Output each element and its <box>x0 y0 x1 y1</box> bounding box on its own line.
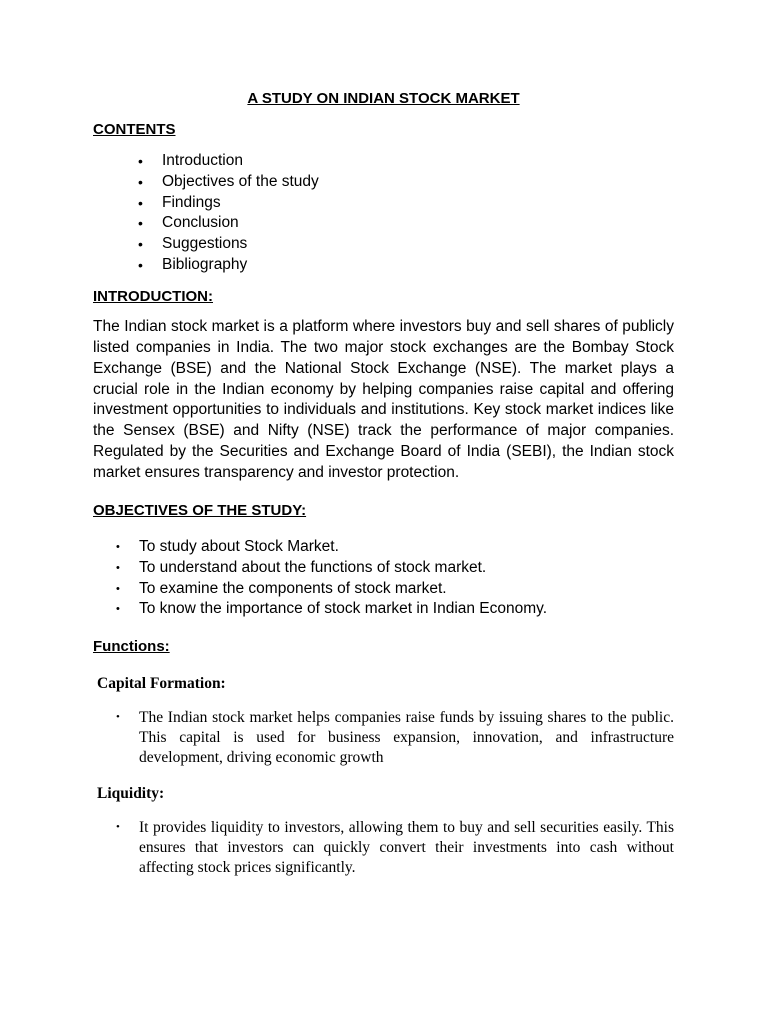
bullet-icon: • <box>138 256 143 273</box>
document-page <box>93 88 674 877</box>
contents-list <box>93 151 674 276</box>
list-item: • Bibliography <box>93 255 674 276</box>
document-title: A STUDY ON INDIAN STOCK MARKET <box>247 90 520 107</box>
list-item: • To understand about the functions of stock market. <box>93 558 674 579</box>
list-item: • To study about Stock Market. <box>93 537 674 558</box>
introduction-paragraph: The Indian stock market is a platform where investors buy and sell shares of publicly listed companies in India. The two major stock exchanges are the Bombay Stock Exchange (BSE) and the National Stock Exchange (NSE). The market plays a crucial role in the Indian economy by helping companies raise capital and offering investment opportunities to individuals and institutions. Key stock market indices like the Sensex (BSE) and Nifty (NSE) track the performance of major companies. Regulated by the Securities and Exchange Board of India (SEBI), the Indian stock market ensures transparency and investor protection. <box>93 317 674 482</box>
list-item: • To know the importance of stock market in Indian Economy. <box>93 599 674 620</box>
bullet-icon: • <box>116 821 120 834</box>
list-item: • Conclusion <box>93 213 674 234</box>
bullet-icon: • <box>116 561 120 574</box>
capital-formation-list <box>93 708 674 767</box>
liquidity-list <box>93 818 674 877</box>
list-item: • The Indian stock market helps companies raise funds by issuing shares to the public. This capital is used for business expansion, innovation, and infrastructure development, driving economic growth <box>116 709 674 766</box>
capital-formation-heading: Capital Formation: <box>97 675 226 693</box>
list-item: • Suggestions <box>93 234 674 255</box>
bullet-icon: • <box>138 194 143 211</box>
bullet-icon: • <box>116 711 120 724</box>
bullet-icon: • <box>116 541 120 554</box>
contents-heading: CONTENTS <box>93 121 176 138</box>
objectives-list <box>93 537 674 620</box>
bullet-icon: • <box>138 173 143 190</box>
bullet-icon: • <box>138 215 143 232</box>
functions-heading: Functions: <box>93 638 170 656</box>
bullet-icon: • <box>138 153 143 169</box>
list-item: • Findings <box>93 193 674 214</box>
list-item: • Objectives of the study <box>93 172 674 193</box>
bullet-icon: • <box>116 582 120 595</box>
list-item: • To examine the components of stock market. <box>93 579 674 600</box>
objectives-heading: OBJECTIVES OF THE STUDY: <box>93 502 307 520</box>
list-item: • It provides liquidity to investors, allowing them to buy and sell securities easily. This ensures that investors can quickly convert their investments into cash without affecting stock prices significantly. <box>116 819 674 876</box>
list-item: • Introduction <box>93 151 674 172</box>
introduction-heading: INTRODUCTION: <box>93 287 213 305</box>
bullet-icon: • <box>138 236 143 253</box>
bullet-icon: • <box>116 603 120 616</box>
liquidity-heading: Liquidity: <box>97 785 165 803</box>
